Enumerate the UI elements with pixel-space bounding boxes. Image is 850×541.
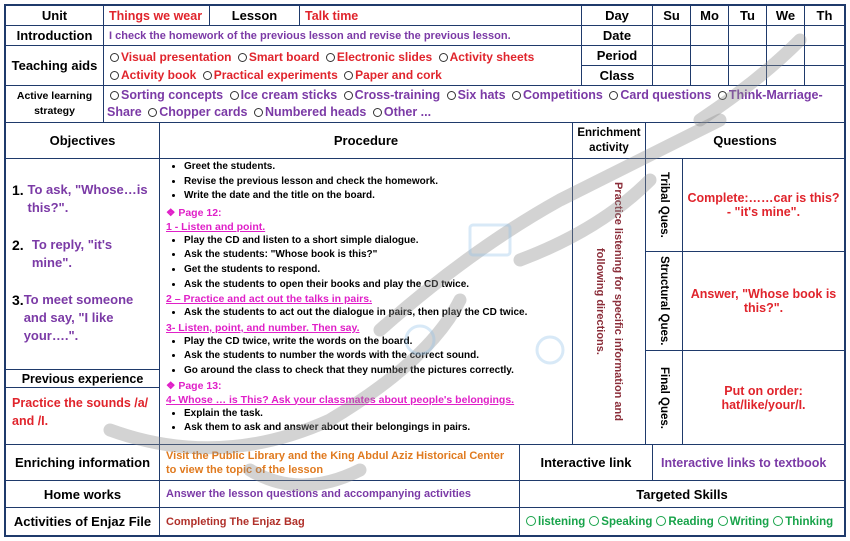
enriching-text: Visit the Public Library and the King Abdul Aziz Historical Center to view the topic of the lesson <box>160 445 520 481</box>
procedure-step: • Explain the task. <box>184 407 572 422</box>
star-icon: ❖ <box>166 379 176 392</box>
introduction-label: Introduction <box>6 26 104 46</box>
star-icon: ❖ <box>166 206 176 219</box>
date-label: Date <box>582 26 653 46</box>
active-learning-label: Active learning strategy <box>6 86 104 123</box>
strategy-option[interactable]: Card questions <box>606 88 711 102</box>
aid-option[interactable]: Paper and cork <box>341 68 442 82</box>
tribal-question-label: Tribal Ques. <box>658 172 670 238</box>
teaching-aids-label: Teaching aids <box>6 46 104 86</box>
page13-label: Page 13: <box>178 379 222 392</box>
section-4-title: 4- Whose … is This? Ask your classmates about people's belongings. <box>166 393 515 406</box>
objectives-header: Objectives <box>6 123 160 159</box>
interactive-link[interactable]: Interactive links to textbook <box>653 445 844 481</box>
enjaz-label: Activities of Enjaz File <box>6 508 160 535</box>
structural-question-label: Structural Ques. <box>658 256 670 346</box>
procedure-body <box>160 159 573 445</box>
introduction-text: I check the homework of the previous lesson and revise the previous lesson. <box>104 26 582 46</box>
interactive-label: Interactive link <box>520 445 653 481</box>
aid-option[interactable]: Activity book <box>107 68 196 82</box>
procedure-step: • Play the CD and listen to a short simple dialogue. <box>184 234 572 249</box>
procedure-step: • Ask the students to number the words with the correct sound. <box>184 349 572 364</box>
section-2-title: 2 – Practice and act out the talks in pairs. <box>166 293 372 306</box>
teaching-aids-options <box>104 46 582 86</box>
procedure-step: • Revise the previous lesson and check the homework. <box>184 175 572 190</box>
day-label: Day <box>582 6 653 26</box>
procedure-step: • Get the students to respond. <box>184 263 572 278</box>
class-label: Class <box>582 66 653 86</box>
day-mo: Mo <box>691 6 729 26</box>
lesson-plan-table <box>4 4 846 537</box>
aid-option[interactable]: Visual presentation <box>107 50 231 64</box>
aid-option[interactable]: Activity sheets <box>436 50 535 64</box>
skill-option[interactable]: listening <box>522 516 585 528</box>
targeted-skills-label: Targeted Skills <box>520 481 844 508</box>
aid-option[interactable]: Smart board <box>235 50 320 64</box>
strategy-option[interactable]: Ice cream sticks <box>227 88 338 102</box>
skill-option[interactable]: Thinking <box>769 516 833 528</box>
procedure-header: Procedure <box>160 123 573 159</box>
targeted-skills-options <box>520 508 844 535</box>
final-question-text: Put on order: hat/like/your/I. <box>683 351 844 445</box>
strategy-option[interactable]: Other ... <box>370 105 431 119</box>
strategy-option[interactable]: Sorting concepts <box>107 88 223 102</box>
unit-value: Things we wear <box>104 6 210 26</box>
lesson-label: Lesson <box>210 6 300 26</box>
homeworks-text: Answer the lesson questions and accompanying activities <box>160 481 520 508</box>
aid-option[interactable]: Practical experiments <box>200 68 338 82</box>
period-label: Period <box>582 46 653 66</box>
enriching-label: Enriching information <box>6 445 160 481</box>
procedure-step: • Play the CD twice, write the words on the board. <box>184 335 572 350</box>
procedure-step: • Ask them to ask and answer about their belongings in pairs. <box>184 421 572 436</box>
procedure-step: • Ask the students to act out the dialogue in pairs, then play the CD twice. <box>184 306 572 321</box>
section-3-title: 3- Listen, point, and number. Then say. <box>166 321 360 334</box>
aid-option[interactable]: Electronic slides <box>323 50 432 64</box>
skill-option[interactable]: Writing <box>714 516 769 528</box>
enjaz-text: Completing The Enjaz Bag <box>160 508 520 535</box>
lesson-value: Talk time <box>300 6 582 26</box>
tribal-question-text: Complete:……car is this? - "it's mine". <box>683 159 844 252</box>
procedure-step: • Go around the class to check that they number the pictures correctly. <box>184 364 572 379</box>
section-1-title: 1 - Listen and point. <box>166 220 266 233</box>
day-th: Th <box>805 6 844 26</box>
strategy-option[interactable]: Chopper cards <box>145 105 247 119</box>
strategy-option[interactable]: Six hats <box>444 88 506 102</box>
enrichment-cell <box>573 159 646 445</box>
day-we: We <box>767 6 805 26</box>
procedure-step: • Ask the students: "Whose book is this?" <box>184 248 572 263</box>
procedure-step: • Ask the students to open their books and play the CD twice. <box>184 278 572 293</box>
unit-label: Unit <box>6 6 104 26</box>
skill-option[interactable]: Reading <box>652 516 713 528</box>
skill-option[interactable]: Speaking <box>585 516 652 528</box>
strategy-option[interactable]: Competitions <box>509 88 603 102</box>
questions-header: Questions <box>646 123 844 159</box>
strategy-option[interactable]: Numbered heads <box>251 105 366 119</box>
day-tu: Tu <box>729 6 767 26</box>
enrichment-text: Practice listening for specific information and following directions. <box>594 182 624 421</box>
day-su: Su <box>653 6 691 26</box>
active-learning-options <box>104 86 844 123</box>
procedure-step: • Write the date and the title on the board. <box>184 189 572 204</box>
objectives-list: 1. To ask, "Whose…is this?". 2. To reply, "it's mine". 3. To meet someone and say, "I like your….". <box>6 159 160 370</box>
final-question-label: Final Ques. <box>658 366 670 429</box>
strategy-option[interactable]: Cross-training <box>341 88 440 102</box>
previous-experience-label: Previous experience <box>6 370 160 388</box>
page12-label: Page 12: <box>178 206 222 219</box>
procedure-step: • Greet the students. <box>184 160 572 175</box>
strategy-option[interactable]: Think-Marriage-Share <box>107 88 823 119</box>
homeworks-label: Home works <box>6 481 160 508</box>
enrichment-header: Enrichment activity <box>573 123 646 159</box>
structural-question-text: Answer, "Whose book is this?". <box>683 252 844 351</box>
previous-experience-text: Practice the sounds /a/ and /I. <box>6 388 160 445</box>
